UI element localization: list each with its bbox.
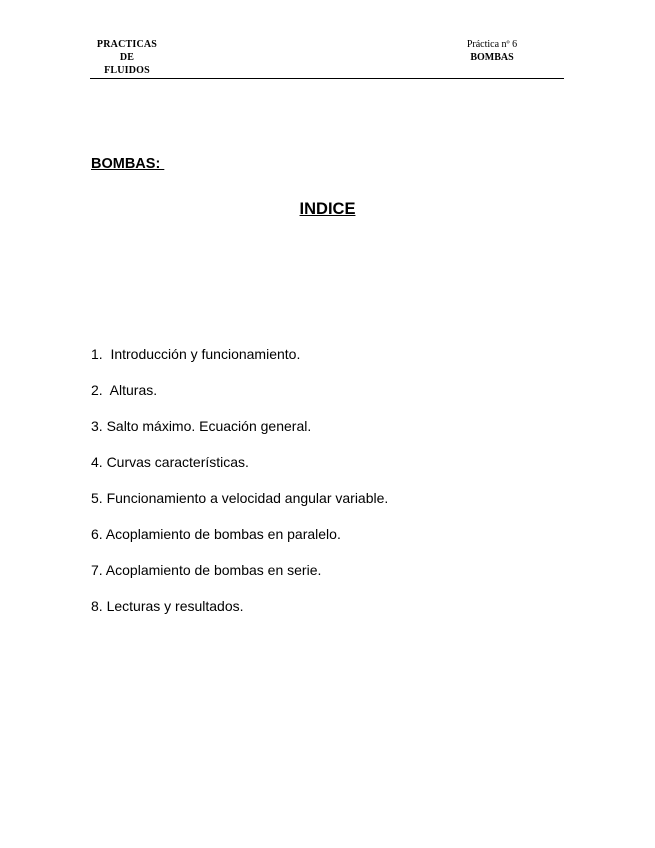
toc-item: 6. Acoplamiento de bombas en paralelo.: [91, 526, 341, 542]
header-course-line: DE: [119, 52, 135, 63]
index-title: INDICE: [299, 200, 356, 218]
practice-topic: BOMBAS: [470, 52, 514, 63]
toc-item: 1. Introducción y funcionamiento.: [91, 346, 301, 362]
header-course-line: PRACTICAS: [96, 39, 158, 50]
toc-item: 8. Lecturas y resultados.: [91, 598, 244, 614]
header-practice-info: [452, 38, 532, 64]
table-of-contents: [91, 345, 388, 633]
header-course-line: FLUIDOS: [104, 65, 150, 76]
toc-item: 7. Acoplamiento de bombas en serie.: [91, 562, 322, 578]
toc-item: 2. Alturas.: [91, 382, 158, 398]
toc-item: 5. Funcionamiento a velocidad angular variable.: [91, 490, 389, 506]
header-course-title: [90, 38, 164, 77]
header-divider: [90, 78, 564, 79]
section-title: BOMBAS:: [91, 156, 165, 172]
toc-item: 4. Curvas características.: [91, 454, 249, 470]
practice-number: Práctica nº 6: [466, 39, 518, 50]
toc-item: 3. Salto máximo. Ecuación general.: [91, 418, 312, 434]
